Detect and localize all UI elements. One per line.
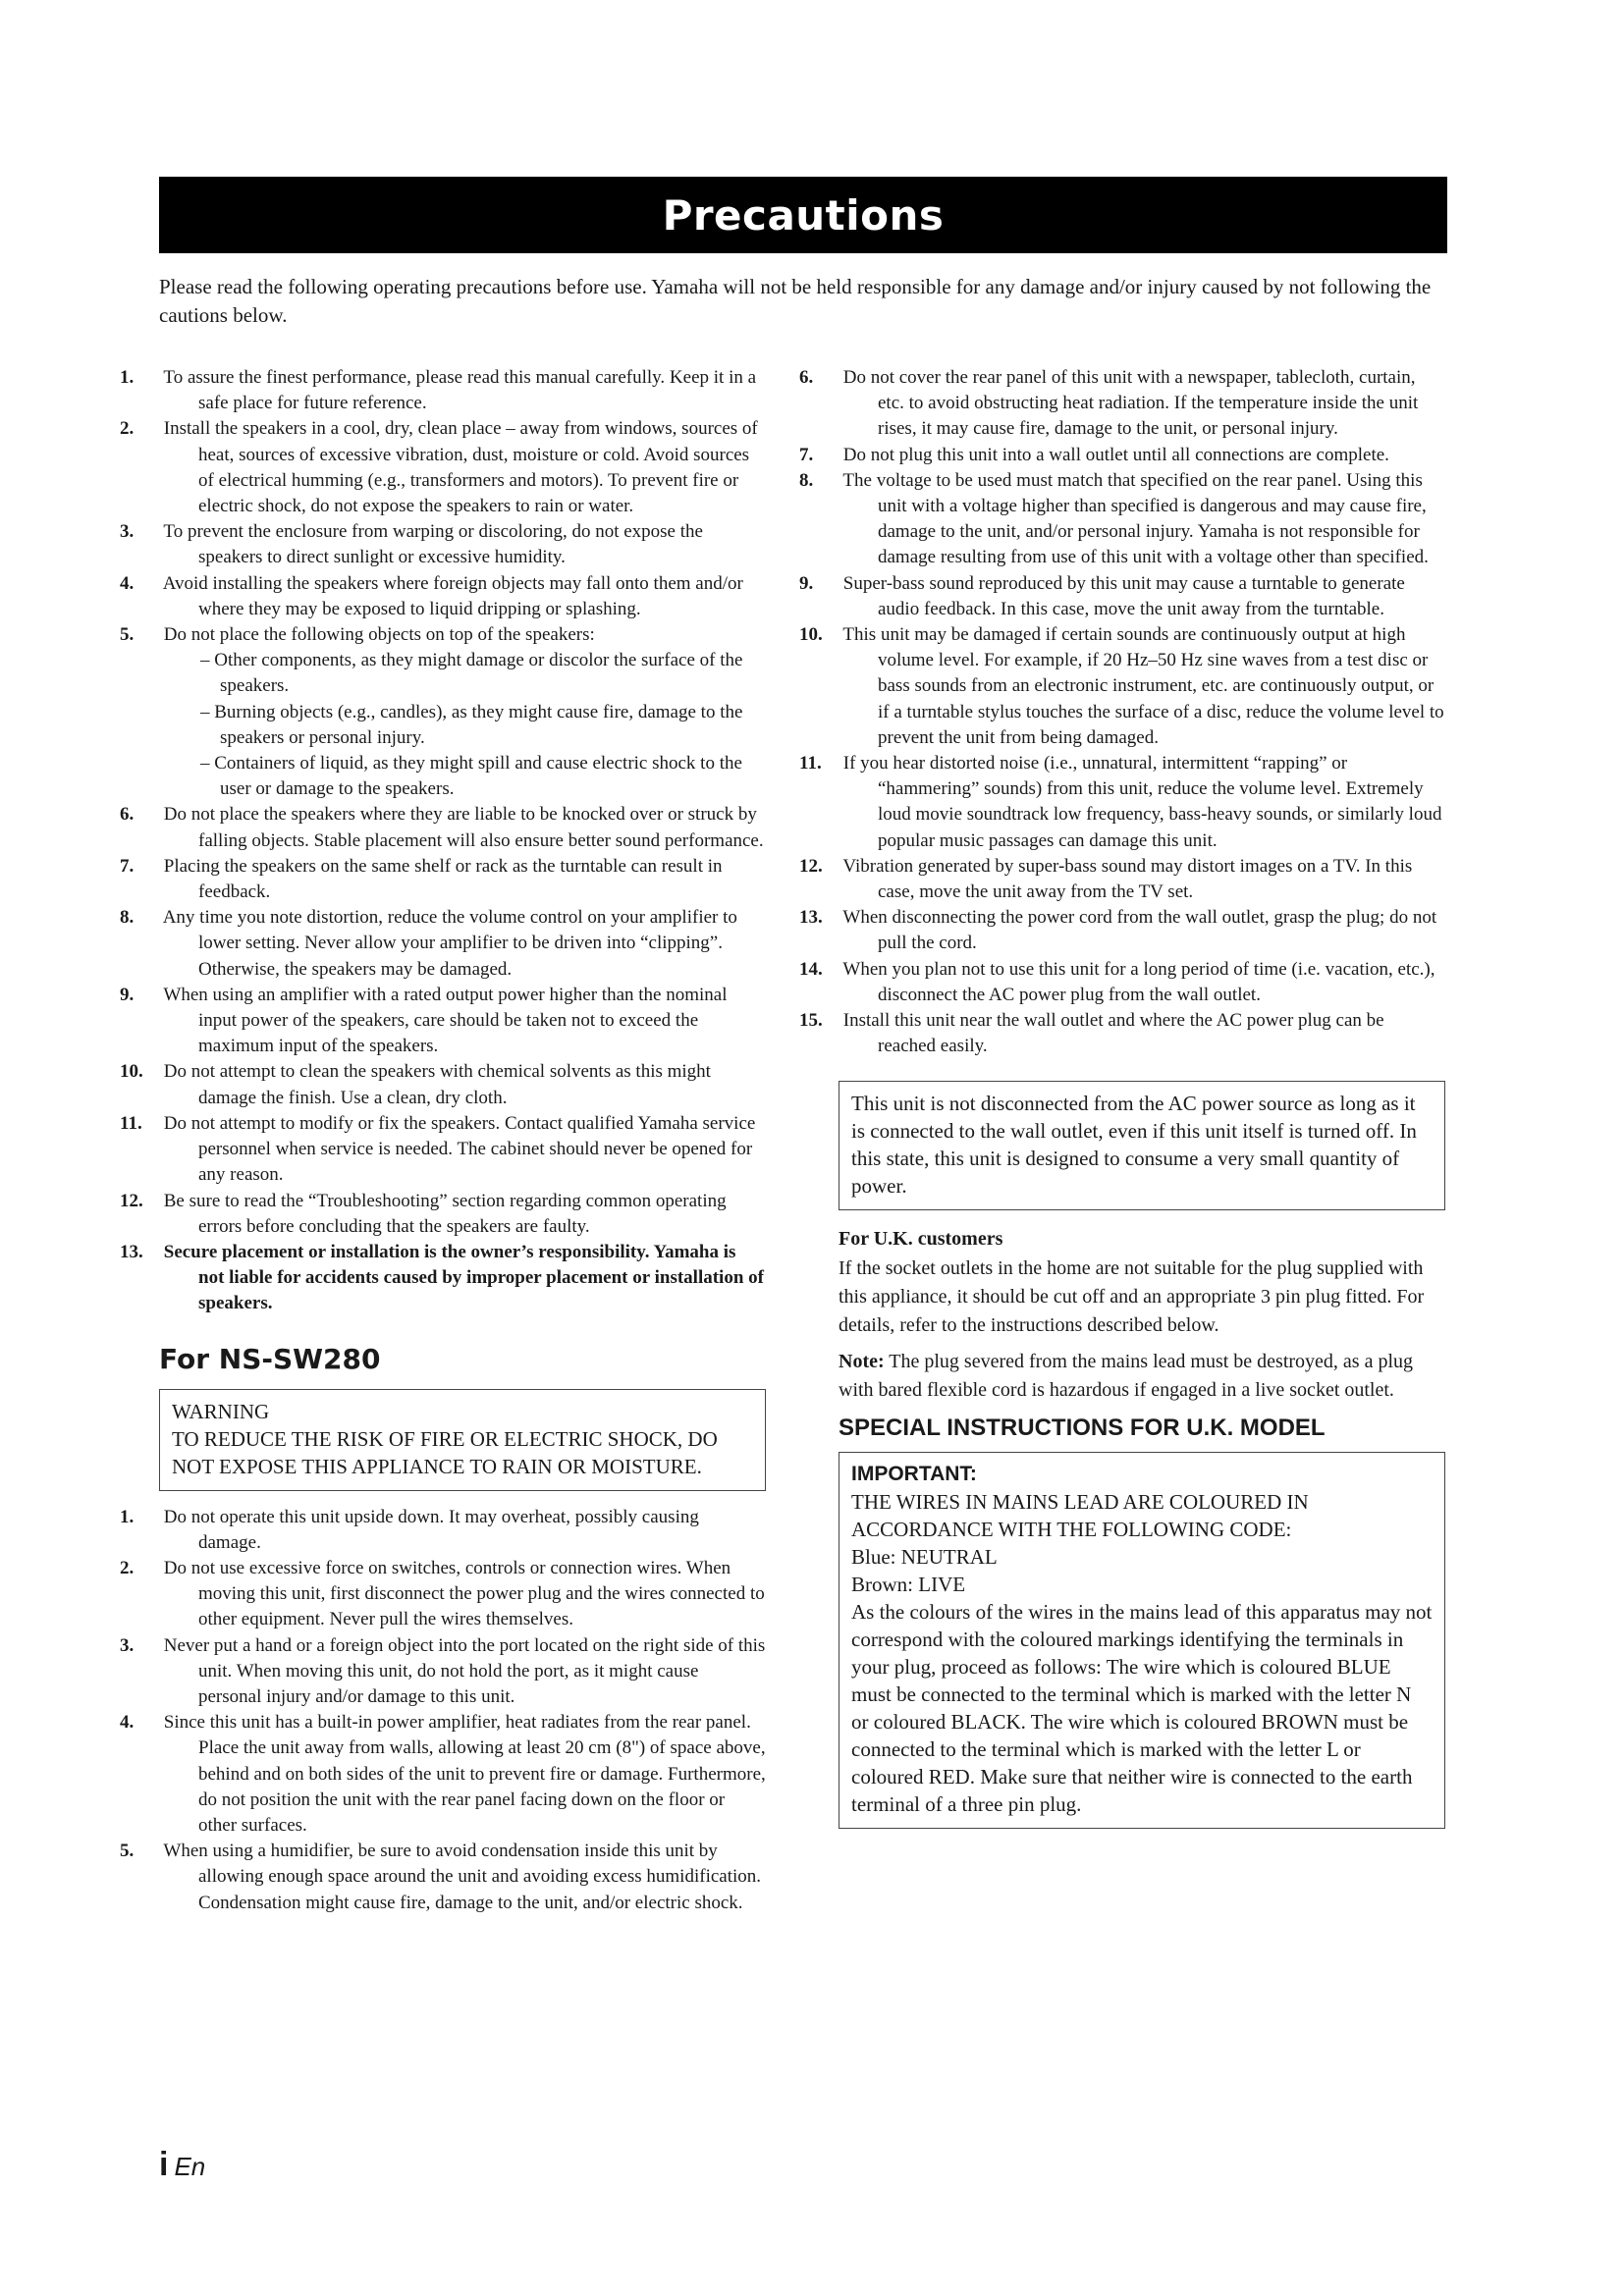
list-item: 5. When using a humidifier, be sure to avoid condensation inside this unit by allowing enough space around the unit and avoiding excess humidification. Condensation might cause fire, damage to the unit, and/or electric shock.: [120, 1841, 762, 1913]
note-text: The plug severed from the mains lead must be destroyed, as a plug with bared flexible cord is hazardous if engaged in a live socket outlet.: [839, 1351, 1414, 1402]
blue-code: Blue: NEUTRAL: [851, 1545, 998, 1570]
model-precautions-list: [120, 1505, 766, 1916]
warning-box: [159, 1389, 766, 1491]
sub-item: – Other components, as they might damage or discolor the surface of the speakers.: [200, 650, 743, 697]
list-item: 10. This unit may be damaged if certain sounds are continuously output at high volume level. For example, if 20 Hz–50 Hz sine waves from a test disc or bass sounds from an electronic instrument, etc. are continuously output, or if a turntable stylus touches the surface of a disc, reduce the volume level to prevent the unit from being damaged.: [799, 624, 1444, 748]
page-footer: [159, 2146, 205, 2184]
list-item: 14. When you plan not to use this unit for a long period of time (i.e. vacation, etc.), disconnect the AC power plug from the wall outlet.: [799, 958, 1435, 1005]
list-item: 2. Install the speakers in a cool, dry, clean place – away from windows, sources of heat, sources of excessive vibration, dust, moisture or cold. Avoid sources of electrical humming (e.g., transformers and motors). To prevent fire or electric shock, do not expose the speakers to rain or water.: [120, 418, 758, 517]
page-number: i: [159, 2146, 169, 2183]
page-title: Precautions: [662, 190, 945, 240]
list-item: 7. Do not plug this unit into a wall outlet until all connections are complete.: [799, 444, 1389, 465]
important-title: IMPORTANT:: [851, 1463, 977, 1486]
list-item: 8. The voltage to be used must match that specified on the rear panel. Using this unit with a voltage higher than specified is dangerous and may cause fire, damage to the unit, and/or personal injury. Yamaha is not responsible for damage resulting from use of this unit with a voltage other than specified.: [799, 469, 1429, 568]
warning-title: WARNING: [172, 1399, 270, 1423]
list-item: 13. When disconnecting the power cord from the wall outlet, grasp the plug; do not pull the cord.: [799, 907, 1437, 954]
right-column: [799, 365, 1445, 1829]
list-item: 12. Be sure to read the “Troubleshooting” section regarding common operating errors before concluding that the speakers are faulty.: [120, 1190, 727, 1237]
note-label: Note:: [839, 1351, 885, 1373]
power-note-text: This unit is not disconnected from the AC power source as long as it is connected to the wall outlet, even if this unit itself is turned off. In this state, this unit is designed to consume a very small quantity of power.: [851, 1092, 1417, 1199]
list-item: 3. To prevent the enclosure from warping or discoloring, do not expose the speakers to direct sunlight or excessive humidity.: [120, 521, 703, 568]
list-item: 9. Super-bass sound reproduced by this unit may cause a turntable to generate audio feedback. In this case, move the unit away from the turntable.: [799, 572, 1405, 619]
list-item: 1. Do not operate this unit upside down. It may overheat, possibly causing damage.: [120, 1506, 699, 1553]
intro-text: [159, 273, 1447, 330]
title-banner: [159, 177, 1447, 253]
list-item: 4. Avoid installing the speakers where foreign objects may fall onto them and/or where they may be exposed to liquid dripping or splashing.: [120, 572, 743, 619]
warning-text: TO REDUCE THE RISK OF FIRE OR ELECTRIC SHOCK, DO NOT EXPOSE THIS APPLIANCE TO RAIN OR MOISTURE.: [172, 1426, 718, 1478]
list-item: 9. When using an amplifier with a rated output power higher than the nominal input power of the speakers, care should be taken not to exceed the maximum input of the speakers.: [120, 984, 728, 1057]
left-column: [120, 365, 766, 1916]
general-precautions-list: [120, 365, 766, 1317]
list-item: 3. Never put a hand or a foreign object into the port located on the right side of this unit. When moving this unit, do not hold the port, as it might cause personal injury and/or damage to this unit.: [120, 1634, 766, 1707]
list-item: 5. Do not place the following objects on top of the speakers: – Other components, as they might damage or discolor the surface of the speakers. – Burning objects (e.g., candles), as they might cause fire, damage to the speakers or personal injury. – Containers of liquid, as they might spill and cause electric shock to the user or damage to the speakers.: [159, 622, 766, 802]
list-item: 7. Placing the speakers on the same shelf or rack as the turntable can result in feedback.: [120, 855, 723, 903]
list-item: 11. If you hear distorted noise (i.e., unnatural, intermittent “rapping” or “hammering” sounds) from this unit, reduce the volume level. Extremely loud movie soundtrack low frequency, bass-heavy sounds, or similarly loud popular music passages can damage this unit.: [799, 753, 1442, 851]
list-item: 1. To assure the finest performance, please read this manual carefully. Keep it in a safe place for future reference.: [120, 367, 757, 414]
list-item: 10. Do not attempt to clean the speakers with chemical solvents as this might damage the finish. Use a clean, dry cloth.: [120, 1061, 711, 1108]
uk-heading: For U.K. customers: [839, 1228, 1003, 1251]
list-item: 11. Do not attempt to modify or fix the speakers. Contact qualified Yamaha service personnel when service is needed. The cabinet should never be opened for any reason.: [120, 1112, 756, 1186]
list-item: 8. Any time you note distortion, reduce the volume control on your amplifier to lower setting. Never allow your amplifier to be driven into “clipping”. Otherwise, the speakers may be damaged.: [120, 907, 737, 980]
intro-paragraph: Please read the following operating precautions before use. Yamaha will not be held responsible for any damage and/or injury caused by not following the cautions below.: [159, 275, 1432, 327]
sub-item: – Burning objects (e.g., candles), as they might cause fire, damage to the speakers or personal injury.: [200, 701, 743, 748]
list-item: 2. Do not use excessive force on switches, controls or connection wires. When moving this unit, first disconnect the power plug and the wires connected to other equipment. Never pull the wires themselves.: [120, 1557, 765, 1630]
model-heading: For NS-SW280: [159, 1342, 381, 1375]
unit-precautions-list: [799, 365, 1445, 1059]
list-item: 13. Secure placement or installation is the owner’s responsibility. Yamaha is not liable for accidents caused by improper placement or installation of speakers.: [120, 1241, 764, 1314]
uk-paragraph: If the socket outlets in the home are not suitable for the plug supplied with this appliance, it should be cut off and an appropriate 3 pin plug fitted. For details, refer to the instructions described below.: [839, 1257, 1425, 1337]
language-label: En: [174, 2152, 206, 2181]
important-body: As the colours of the wires in the mains lead of this apparatus may not correspond with the coloured markings identifying the terminals in your plug, proceed as follows: The wire which is coloured BLUE must be connected to the terminal which is marked with the letter N or coloured BLACK. The wire which is coloured BROWN must be connected to the terminal which is marked with the letter L or coloured RED. Make sure that neither wire is connected to the earth terminal of a three pin plug.: [851, 1600, 1433, 1817]
list-item: 12. Vibration generated by super-bass sound may distort images on a TV. In this case, move the unit away from the TV set.: [799, 855, 1413, 903]
power-note-box: [839, 1081, 1445, 1210]
list-item: 4. Since this unit has a built-in power amplifier, heat radiates from the rear panel. Place the unit away from walls, allowing at least 20 cm (8") of space above, behind and on both sides of the unit to prevent fire or damage. Furthermore, do not position the unit with the rear panel facing down on the floor or other surfaces.: [120, 1712, 766, 1836]
brown-code: Brown: LIVE: [851, 1573, 966, 1597]
important-line: THE WIRES IN MAINS LEAD ARE COLOURED IN ACCORDANCE WITH THE FOLLOWING CODE:: [851, 1490, 1309, 1542]
special-instructions-heading: SPECIAL INSTRUCTIONS FOR U.K. MODEL: [839, 1415, 1326, 1442]
list-item: 6. Do not place the speakers where they are liable to be knocked over or struck by falling objects. Stable placement will also ensure better sound performance.: [120, 804, 764, 851]
list-item: 15. Install this unit near the wall outlet and where the AC power plug can be reached easily.: [799, 1010, 1384, 1057]
uk-note: [839, 1348, 1445, 1405]
sub-item: – Containers of liquid, as they might spill and cause electric shock to the user or damage to the speakers.: [200, 753, 742, 800]
list-item: 6. Do not cover the rear panel of this unit with a newspaper, tablecloth, curtain, etc. to avoid obstructing heat radiation. If the temperature inside the unit rises, it may cause fire, damage to the unit, or personal injury.: [799, 367, 1419, 440]
important-box: [839, 1452, 1445, 1829]
